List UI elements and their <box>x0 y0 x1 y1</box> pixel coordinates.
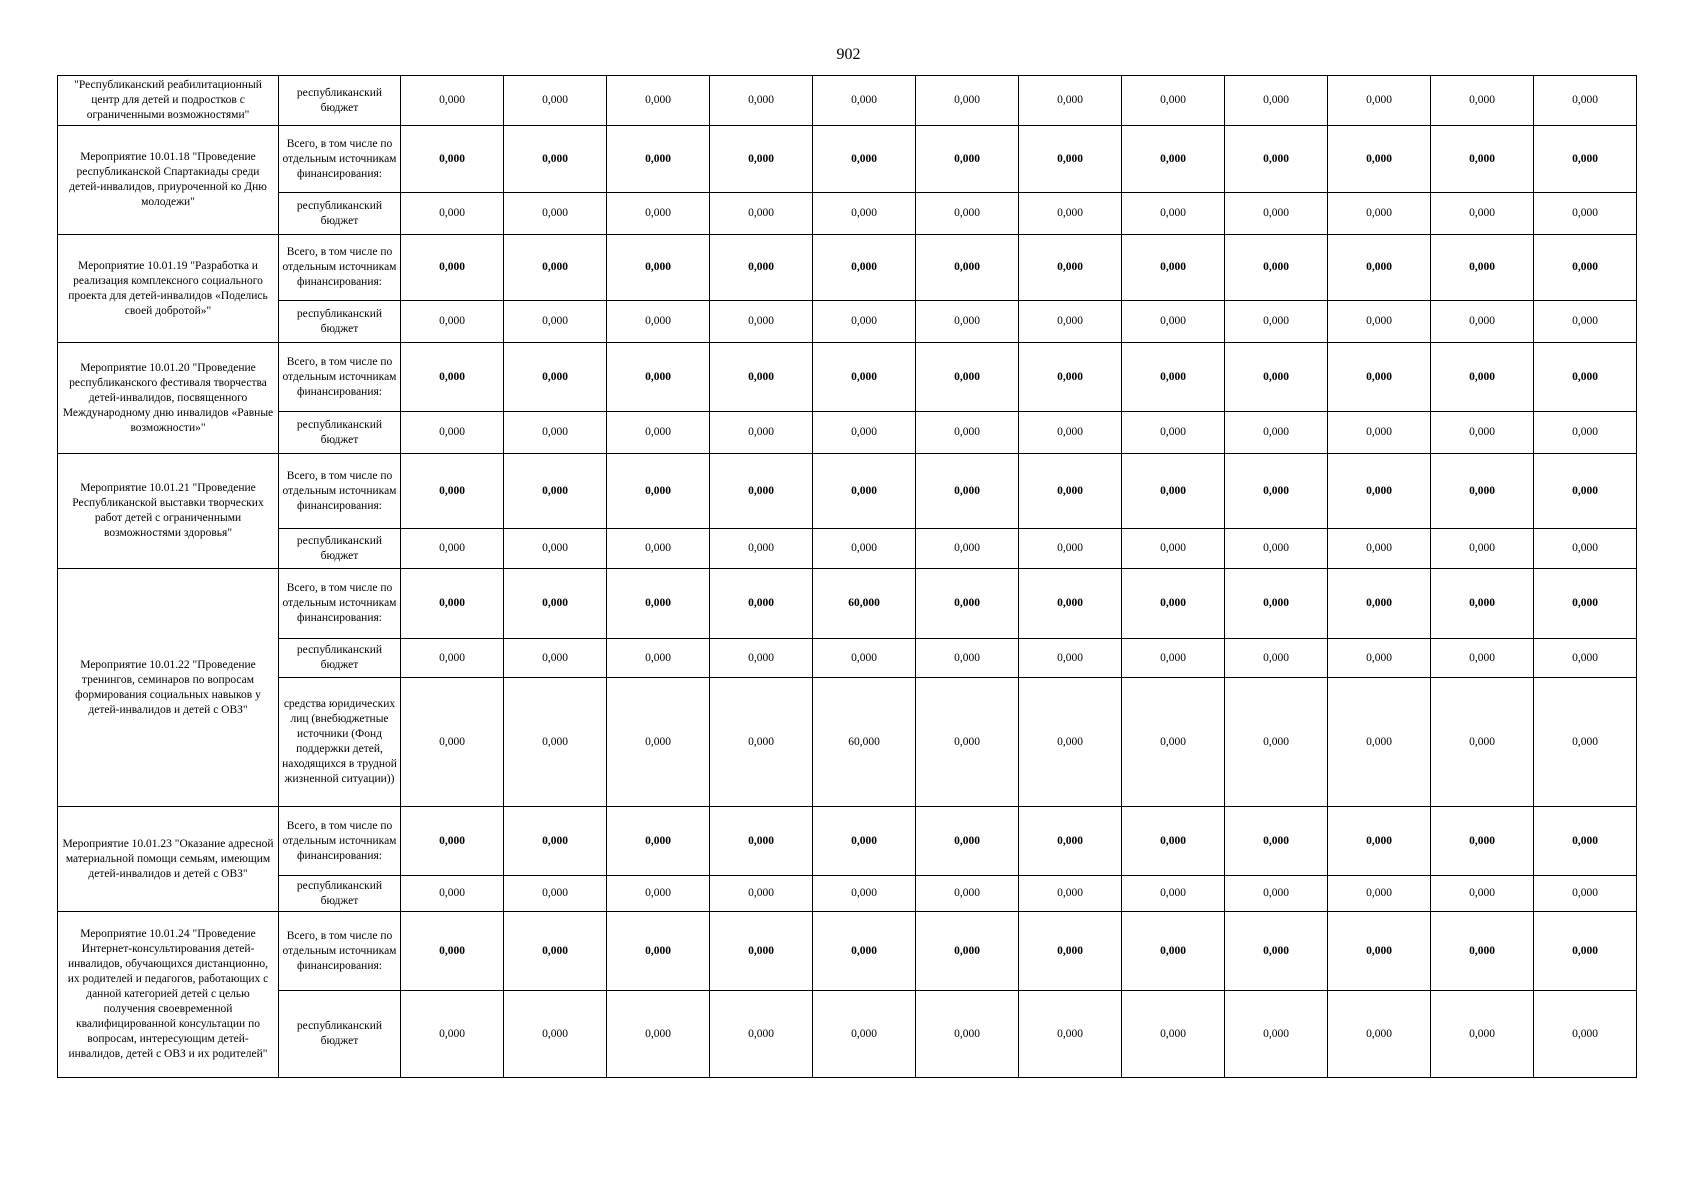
amount-cell: 0,000 <box>607 912 710 991</box>
amount-cell: 0,000 <box>607 126 710 193</box>
amount-cell: 60,000 <box>813 678 916 807</box>
amount-cell: 0,000 <box>1328 343 1431 412</box>
amount-cell: 0,000 <box>1122 912 1225 991</box>
amount-cell: 0,000 <box>1122 301 1225 343</box>
amount-cell: 0,000 <box>1431 876 1534 912</box>
amount-cell: 0,000 <box>1431 529 1534 569</box>
amount-cell: 0,000 <box>1122 412 1225 454</box>
amount-cell: 0,000 <box>401 639 504 678</box>
amount-cell: 0,000 <box>710 76 813 126</box>
amount-cell: 0,000 <box>1019 454 1122 529</box>
amount-cell: 0,000 <box>607 454 710 529</box>
amount-cell: 0,000 <box>1122 807 1225 876</box>
amount-cell: 0,000 <box>1431 193 1534 235</box>
activity-name-cell: Мероприятие 10.01.20 "Проведение республиканского фестиваля творчества детей-инвалидов, посвященного Международному дню инвалидов «Равные возможности»" <box>58 343 279 454</box>
amount-cell: 0,000 <box>813 343 916 412</box>
amount-cell: 0,000 <box>710 678 813 807</box>
amount-cell: 0,000 <box>1122 991 1225 1078</box>
amount-cell: 0,000 <box>504 991 607 1078</box>
amount-cell: 0,000 <box>1122 76 1225 126</box>
amount-cell: 0,000 <box>1328 235 1431 301</box>
amount-cell: 0,000 <box>916 876 1019 912</box>
amount-cell: 0,000 <box>1019 529 1122 569</box>
amount-cell: 0,000 <box>916 193 1019 235</box>
amount-cell: 0,000 <box>916 991 1019 1078</box>
financing-table <box>57 75 1637 1078</box>
amount-cell: 0,000 <box>710 454 813 529</box>
amount-cell: 0,000 <box>916 912 1019 991</box>
amount-cell: 0,000 <box>1019 235 1122 301</box>
amount-cell: 0,000 <box>607 678 710 807</box>
table-row <box>58 639 1637 678</box>
amount-cell: 0,000 <box>813 807 916 876</box>
amount-cell: 0,000 <box>916 529 1019 569</box>
amount-cell: 0,000 <box>504 193 607 235</box>
activity-name-cell: Мероприятие 10.01.22 "Проведение тренингов, семинаров по вопросам формирования социальных навыков у детей-инвалидов и детей с ОВЗ" <box>58 569 279 807</box>
amount-cell: 0,000 <box>401 678 504 807</box>
table-row <box>58 912 1637 991</box>
amount-cell: 0,000 <box>710 912 813 991</box>
table-body <box>58 76 1637 1078</box>
amount-cell: 0,000 <box>1122 193 1225 235</box>
table-row <box>58 235 1637 301</box>
amount-cell: 0,000 <box>1019 991 1122 1078</box>
amount-cell: 0,000 <box>916 639 1019 678</box>
table-row <box>58 412 1637 454</box>
funding-source-cell: Всего, в том числе по отдельным источникам финансирования: <box>279 569 401 639</box>
funding-source-cell: Всего, в том числе по отдельным источникам финансирования: <box>279 454 401 529</box>
amount-cell: 0,000 <box>607 412 710 454</box>
table-row <box>58 876 1637 912</box>
amount-cell: 0,000 <box>813 639 916 678</box>
funding-source-cell: республиканский бюджет <box>279 876 401 912</box>
amount-cell: 0,000 <box>1534 343 1637 412</box>
amount-cell: 0,000 <box>607 639 710 678</box>
amount-cell: 0,000 <box>1019 412 1122 454</box>
amount-cell: 0,000 <box>607 569 710 639</box>
amount-cell: 0,000 <box>1019 639 1122 678</box>
amount-cell: 0,000 <box>1225 343 1328 412</box>
table-row <box>58 454 1637 529</box>
funding-source-cell: республиканский бюджет <box>279 639 401 678</box>
amount-cell: 0,000 <box>813 876 916 912</box>
amount-cell: 0,000 <box>916 569 1019 639</box>
amount-cell: 0,000 <box>401 569 504 639</box>
amount-cell: 0,000 <box>1019 807 1122 876</box>
amount-cell: 0,000 <box>813 301 916 343</box>
amount-cell: 0,000 <box>1534 193 1637 235</box>
amount-cell: 0,000 <box>1431 991 1534 1078</box>
amount-cell: 0,000 <box>401 912 504 991</box>
amount-cell: 0,000 <box>1431 343 1534 412</box>
amount-cell: 0,000 <box>1328 807 1431 876</box>
amount-cell: 0,000 <box>607 343 710 412</box>
amount-cell: 0,000 <box>1328 569 1431 639</box>
amount-cell: 0,000 <box>1534 912 1637 991</box>
funding-source-cell: Всего, в том числе по отдельным источникам финансирования: <box>279 912 401 991</box>
amount-cell: 0,000 <box>710 991 813 1078</box>
amount-cell: 0,000 <box>916 343 1019 412</box>
amount-cell: 0,000 <box>1431 639 1534 678</box>
amount-cell: 0,000 <box>1534 301 1637 343</box>
amount-cell: 0,000 <box>710 126 813 193</box>
amount-cell: 0,000 <box>401 235 504 301</box>
amount-cell: 0,000 <box>401 343 504 412</box>
amount-cell: 0,000 <box>1225 529 1328 569</box>
amount-cell: 0,000 <box>1019 912 1122 991</box>
amount-cell: 0,000 <box>1019 301 1122 343</box>
amount-cell: 0,000 <box>1122 876 1225 912</box>
amount-cell: 0,000 <box>1225 876 1328 912</box>
amount-cell: 0,000 <box>710 235 813 301</box>
amount-cell: 0,000 <box>1122 235 1225 301</box>
amount-cell: 0,000 <box>1328 126 1431 193</box>
table-row <box>58 569 1637 639</box>
amount-cell: 0,000 <box>710 412 813 454</box>
amount-cell: 0,000 <box>504 678 607 807</box>
amount-cell: 0,000 <box>504 412 607 454</box>
amount-cell: 0,000 <box>813 412 916 454</box>
amount-cell: 0,000 <box>1431 912 1534 991</box>
amount-cell: 0,000 <box>1225 454 1328 529</box>
amount-cell: 0,000 <box>1122 454 1225 529</box>
amount-cell: 0,000 <box>916 235 1019 301</box>
amount-cell: 0,000 <box>401 193 504 235</box>
amount-cell: 0,000 <box>916 126 1019 193</box>
amount-cell: 0,000 <box>1534 412 1637 454</box>
table-row <box>58 678 1637 807</box>
amount-cell: 0,000 <box>1225 991 1328 1078</box>
amount-cell: 0,000 <box>1122 639 1225 678</box>
amount-cell: 0,000 <box>916 412 1019 454</box>
amount-cell: 0,000 <box>401 126 504 193</box>
amount-cell: 0,000 <box>401 301 504 343</box>
amount-cell: 0,000 <box>504 76 607 126</box>
amount-cell: 60,000 <box>813 569 916 639</box>
table-row <box>58 343 1637 412</box>
amount-cell: 0,000 <box>1122 569 1225 639</box>
amount-cell: 0,000 <box>916 301 1019 343</box>
amount-cell: 0,000 <box>1225 301 1328 343</box>
amount-cell: 0,000 <box>504 454 607 529</box>
amount-cell: 0,000 <box>504 301 607 343</box>
amount-cell: 0,000 <box>401 454 504 529</box>
amount-cell: 0,000 <box>1019 126 1122 193</box>
amount-cell: 0,000 <box>813 912 916 991</box>
amount-cell: 0,000 <box>607 235 710 301</box>
amount-cell: 0,000 <box>1019 193 1122 235</box>
amount-cell: 0,000 <box>1122 126 1225 193</box>
amount-cell: 0,000 <box>607 876 710 912</box>
amount-cell: 0,000 <box>1122 678 1225 807</box>
funding-source-cell: республиканский бюджет <box>279 193 401 235</box>
amount-cell: 0,000 <box>1431 678 1534 807</box>
amount-cell: 0,000 <box>1431 569 1534 639</box>
amount-cell: 0,000 <box>607 807 710 876</box>
activity-name-cell: Мероприятие 10.01.19 "Разработка и реализация комплексного социального проекта для детей-инвалидов «Поделись своей добротой»" <box>58 235 279 343</box>
amount-cell: 0,000 <box>401 876 504 912</box>
amount-cell: 0,000 <box>1534 126 1637 193</box>
amount-cell: 0,000 <box>607 76 710 126</box>
amount-cell: 0,000 <box>401 76 504 126</box>
amount-cell: 0,000 <box>401 991 504 1078</box>
table-row <box>58 807 1637 876</box>
amount-cell: 0,000 <box>1328 529 1431 569</box>
table-row <box>58 193 1637 235</box>
amount-cell: 0,000 <box>1328 991 1431 1078</box>
amount-cell: 0,000 <box>401 412 504 454</box>
amount-cell: 0,000 <box>504 912 607 991</box>
funding-source-cell: республиканский бюджет <box>279 529 401 569</box>
amount-cell: 0,000 <box>710 193 813 235</box>
amount-cell: 0,000 <box>813 991 916 1078</box>
amount-cell: 0,000 <box>1225 912 1328 991</box>
amount-cell: 0,000 <box>504 529 607 569</box>
amount-cell: 0,000 <box>1328 912 1431 991</box>
amount-cell: 0,000 <box>1431 412 1534 454</box>
amount-cell: 0,000 <box>813 193 916 235</box>
amount-cell: 0,000 <box>1019 569 1122 639</box>
table-row <box>58 529 1637 569</box>
funding-source-cell: республиканский бюджет <box>279 76 401 126</box>
amount-cell: 0,000 <box>1019 76 1122 126</box>
amount-cell: 0,000 <box>1328 876 1431 912</box>
funding-source-cell: Всего, в том числе по отдельным источникам финансирования: <box>279 126 401 193</box>
amount-cell: 0,000 <box>1328 639 1431 678</box>
amount-cell: 0,000 <box>504 235 607 301</box>
amount-cell: 0,000 <box>1122 529 1225 569</box>
amount-cell: 0,000 <box>1328 678 1431 807</box>
amount-cell: 0,000 <box>916 807 1019 876</box>
amount-cell: 0,000 <box>607 301 710 343</box>
amount-cell: 0,000 <box>504 807 607 876</box>
funding-source-cell: Всего, в том числе по отдельным источникам финансирования: <box>279 807 401 876</box>
amount-cell: 0,000 <box>1431 301 1534 343</box>
page-number: 902 <box>836 46 861 63</box>
table-row <box>58 76 1637 126</box>
funding-source-cell: средства юридических лиц (внебюджетные источники (Фонд поддержки детей, находящихся в трудной жизненной ситуации)) <box>279 678 401 807</box>
amount-cell: 0,000 <box>1431 235 1534 301</box>
amount-cell: 0,000 <box>710 301 813 343</box>
amount-cell: 0,000 <box>504 876 607 912</box>
amount-cell: 0,000 <box>710 529 813 569</box>
amount-cell: 0,000 <box>813 235 916 301</box>
amount-cell: 0,000 <box>607 193 710 235</box>
amount-cell: 0,000 <box>1225 235 1328 301</box>
amount-cell: 0,000 <box>1431 76 1534 126</box>
amount-cell: 0,000 <box>504 126 607 193</box>
amount-cell: 0,000 <box>1534 76 1637 126</box>
amount-cell: 0,000 <box>1122 343 1225 412</box>
amount-cell: 0,000 <box>813 529 916 569</box>
amount-cell: 0,000 <box>1225 569 1328 639</box>
amount-cell: 0,000 <box>1431 807 1534 876</box>
amount-cell: 0,000 <box>1534 529 1637 569</box>
amount-cell: 0,000 <box>1225 639 1328 678</box>
amount-cell: 0,000 <box>1225 76 1328 126</box>
activity-name-cell: Мероприятие 10.01.23 "Оказание адресной материальной помощи семьям, имеющим детей-инвалидов и детей с ОВЗ" <box>58 807 279 912</box>
amount-cell: 0,000 <box>1431 126 1534 193</box>
amount-cell: 0,000 <box>916 454 1019 529</box>
amount-cell: 0,000 <box>1534 876 1637 912</box>
amount-cell: 0,000 <box>710 343 813 412</box>
amount-cell: 0,000 <box>504 343 607 412</box>
amount-cell: 0,000 <box>813 126 916 193</box>
table-row <box>58 126 1637 193</box>
funding-source-cell: республиканский бюджет <box>279 991 401 1078</box>
amount-cell: 0,000 <box>1328 412 1431 454</box>
amount-cell: 0,000 <box>916 678 1019 807</box>
amount-cell: 0,000 <box>1225 678 1328 807</box>
amount-cell: 0,000 <box>607 991 710 1078</box>
amount-cell: 0,000 <box>710 876 813 912</box>
amount-cell: 0,000 <box>1534 454 1637 529</box>
amount-cell: 0,000 <box>504 639 607 678</box>
funding-source-cell: Всего, в том числе по отдельным источникам финансирования: <box>279 235 401 301</box>
amount-cell: 0,000 <box>1534 235 1637 301</box>
amount-cell: 0,000 <box>1534 807 1637 876</box>
amount-cell: 0,000 <box>710 639 813 678</box>
amount-cell: 0,000 <box>1019 343 1122 412</box>
amount-cell: 0,000 <box>1431 454 1534 529</box>
amount-cell: 0,000 <box>1534 991 1637 1078</box>
amount-cell: 0,000 <box>1534 569 1637 639</box>
amount-cell: 0,000 <box>916 76 1019 126</box>
amount-cell: 0,000 <box>607 529 710 569</box>
amount-cell: 0,000 <box>813 76 916 126</box>
amount-cell: 0,000 <box>1534 678 1637 807</box>
amount-cell: 0,000 <box>710 807 813 876</box>
amount-cell: 0,000 <box>1225 807 1328 876</box>
funding-source-cell: Всего, в том числе по отдельным источникам финансирования: <box>279 343 401 412</box>
amount-cell: 0,000 <box>1328 301 1431 343</box>
amount-cell: 0,000 <box>1328 193 1431 235</box>
amount-cell: 0,000 <box>1225 193 1328 235</box>
amount-cell: 0,000 <box>401 529 504 569</box>
table-row <box>58 991 1637 1078</box>
amount-cell: 0,000 <box>1328 454 1431 529</box>
amount-cell: 0,000 <box>710 569 813 639</box>
amount-cell: 0,000 <box>813 454 916 529</box>
activity-name-cell: "Республиканский реабилитационный центр для детей и подростков с ограниченными возможностями" <box>58 76 279 126</box>
activity-name-cell: Мероприятие 10.01.18 "Проведение республиканской Спартакиады среди детей-инвалидов, приуроченной ко Дню молодежи" <box>58 126 279 235</box>
amount-cell: 0,000 <box>401 807 504 876</box>
activity-name-cell: Мероприятие 10.01.21 "Проведение Республиканской выставки творческих работ детей с ограниченными возможностями здоровья" <box>58 454 279 569</box>
amount-cell: 0,000 <box>1534 639 1637 678</box>
funding-source-cell: республиканский бюджет <box>279 412 401 454</box>
activity-name-cell: Мероприятие 10.01.24 "Проведение Интернет-консультирования детей-инвалидов, обучающихся дистанционно, их родителей и педагогов, работающих с данной категорией детей с целью получения своевременной квалифицированной консультации по вопросам, интересующим детей-инвалидов, детей с ОВЗ и их родителей" <box>58 912 279 1078</box>
amount-cell: 0,000 <box>1328 76 1431 126</box>
amount-cell: 0,000 <box>1225 412 1328 454</box>
amount-cell: 0,000 <box>1019 876 1122 912</box>
funding-source-cell: республиканский бюджет <box>279 301 401 343</box>
table-row <box>58 301 1637 343</box>
amount-cell: 0,000 <box>504 569 607 639</box>
amount-cell: 0,000 <box>1019 678 1122 807</box>
amount-cell: 0,000 <box>1225 126 1328 193</box>
